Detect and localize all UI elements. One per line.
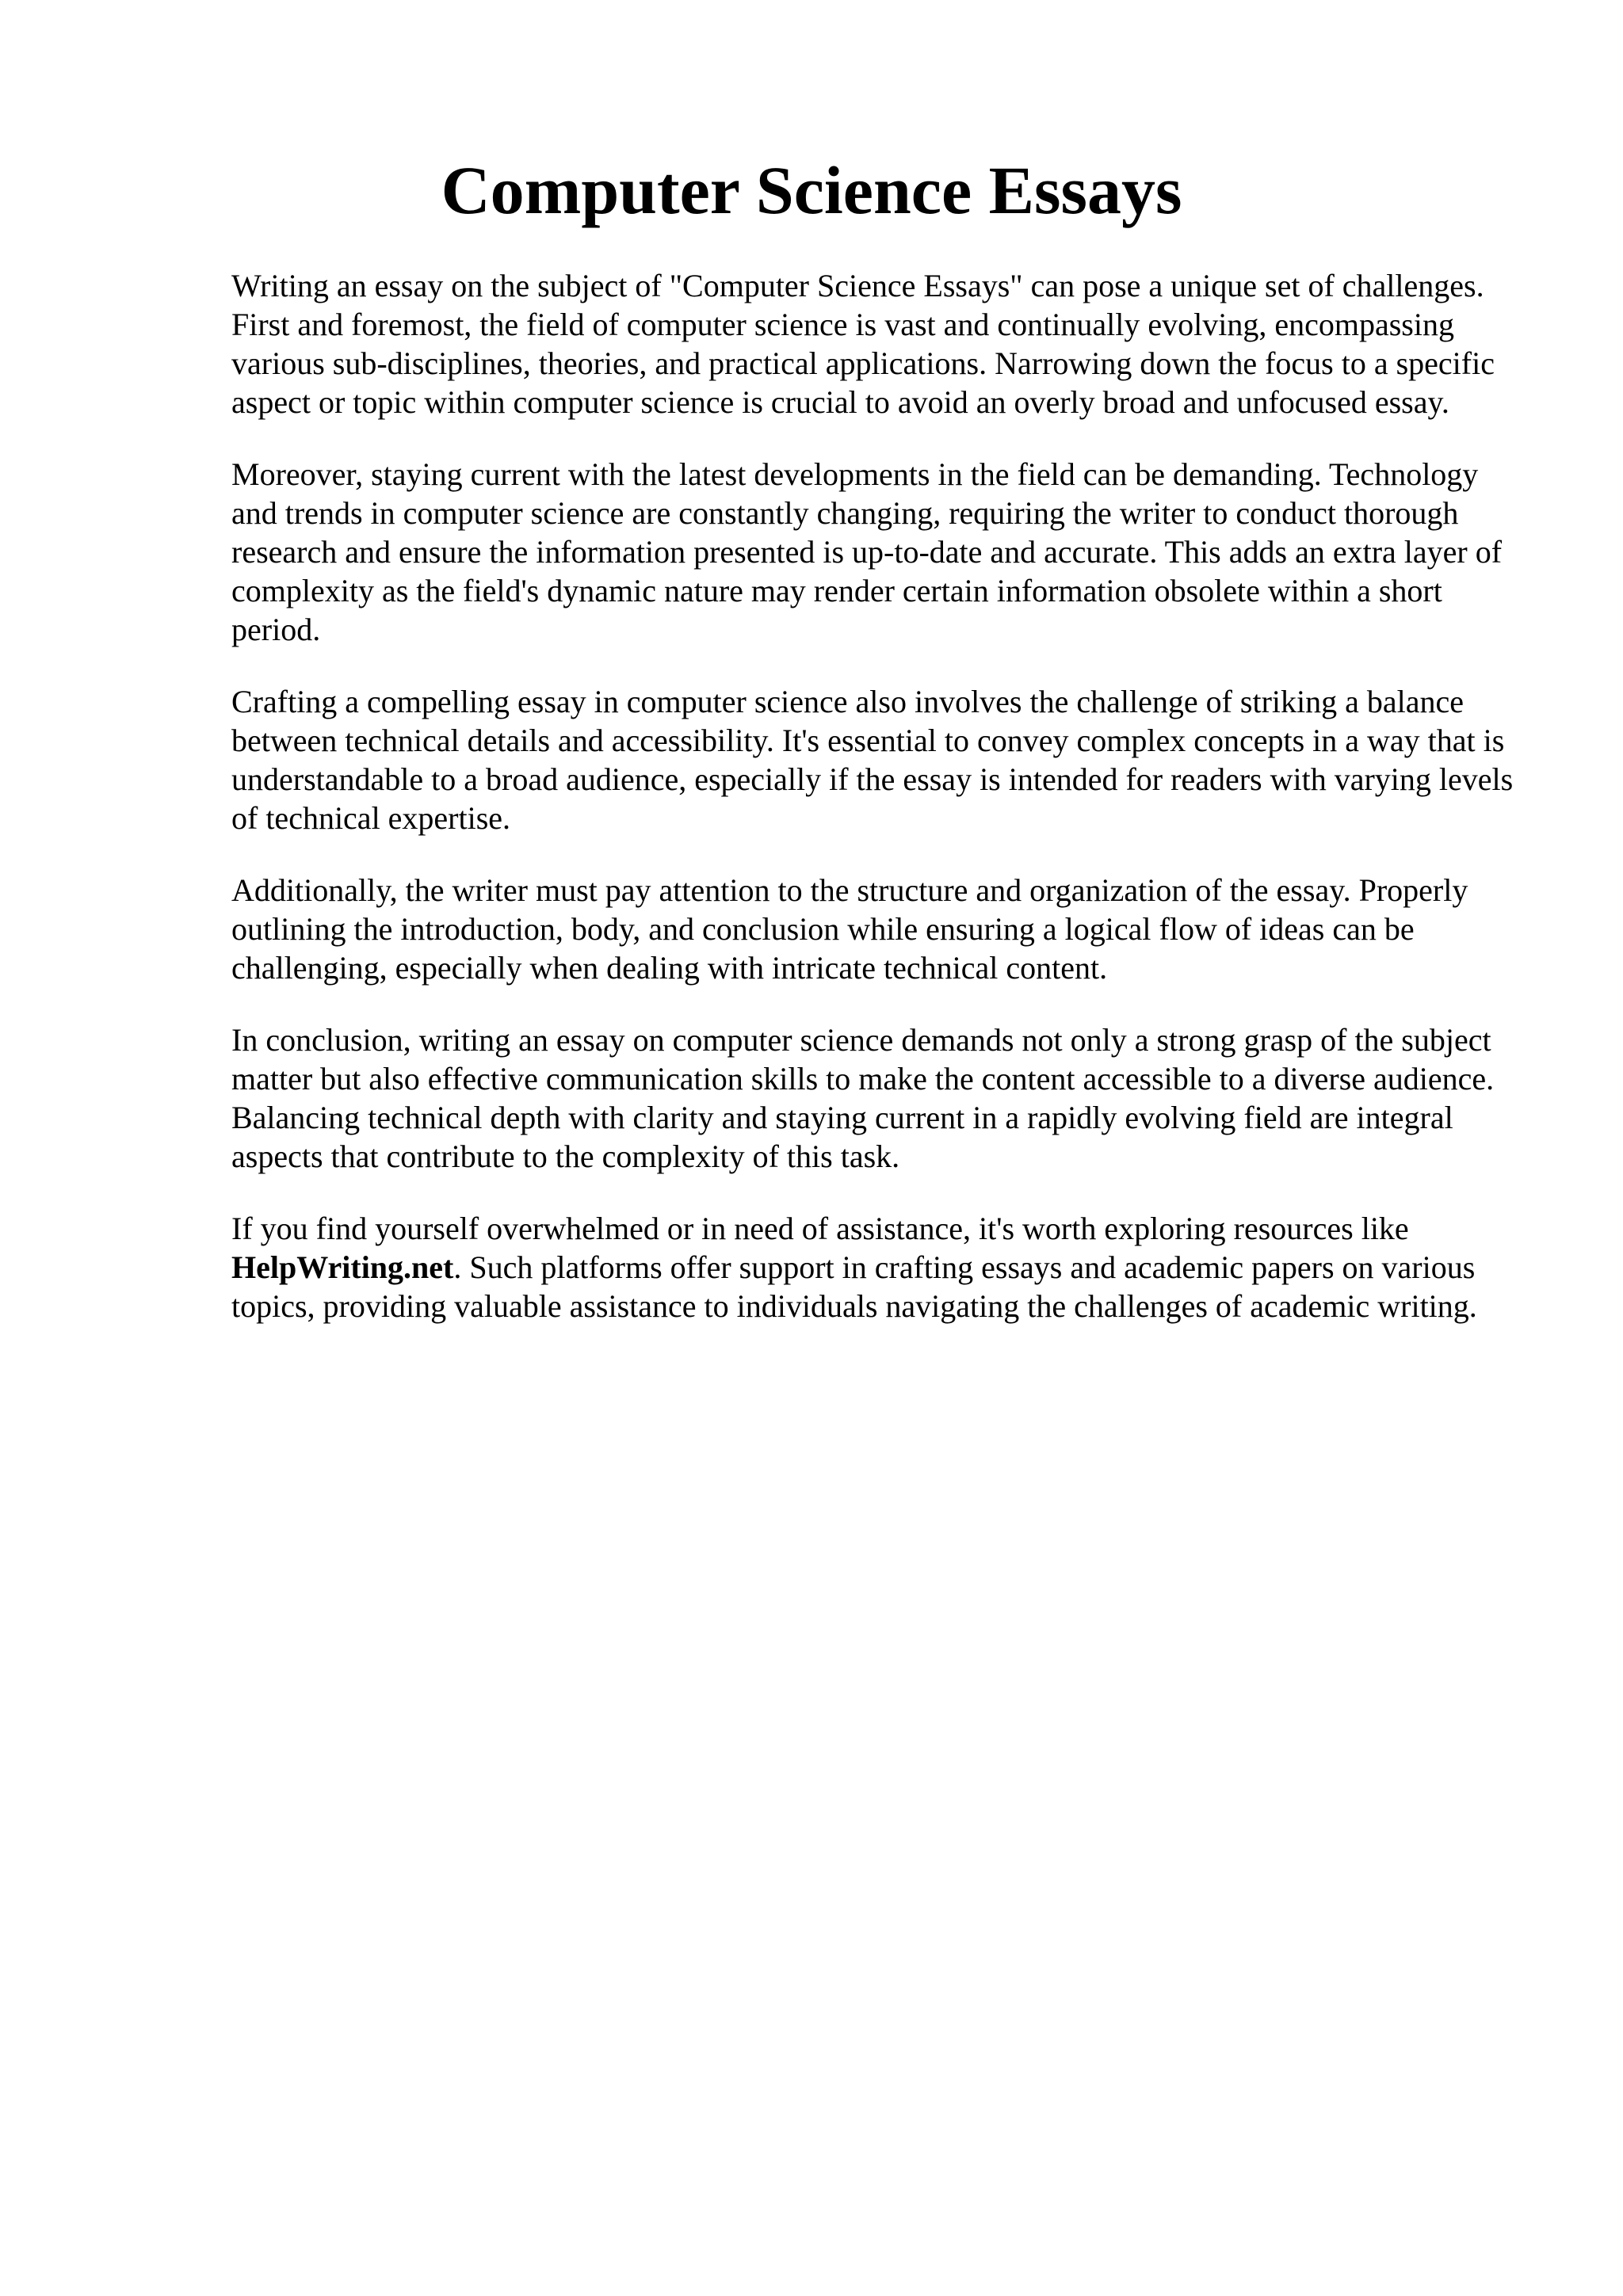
- page-title: Computer Science Essays: [441, 152, 1182, 228]
- paragraph-6-rest: . Such platforms offer support in crafting essays and academic papers on various topics, providing valuable assistance to individuals navigating the challenges of academic writing.: [231, 1249, 1477, 1324]
- paragraph-4: Additionally, the writer must pay attention to the structure and organization of the essay. Properly outlining the introduction, body, and conclusion while ensuring a logical flow of ideas can be challenging, especially when dealing with intricate technical content.: [231, 872, 1468, 986]
- paragraph-1: Writing an essay on the subject of "Computer Science Essays" can pose a unique set of challenges. First and foremost, the field of computer science is vast and continually evolving, encompassing various sub-disciplines, theories, and practical applications. Narrowing down the focus to a specific aspect or topic within computer science is crucial to avoid an overly broad and unfocused essay.: [231, 268, 1495, 420]
- paragraph-6: [231, 1209, 1531, 1325]
- helpwriting-link[interactable]: HelpWriting.net: [231, 1249, 454, 1285]
- essay-body: [231, 266, 1531, 1359]
- paragraph-2: Moreover, staying current with the latest developments in the field can be demanding. Technology and trends in computer science are constantly changing, requiring the writer to conduct thorough research and ensure the information presented is up-to-date and accurate. This adds an extra layer of complexity as the field's dynamic nature may render certain information obsolete within a short period.: [231, 456, 1503, 647]
- paragraph-6-intro: If you find yourself overwhelmed or in need of assistance, it's worth exploring resources like: [231, 1211, 1409, 1246]
- paragraph-5: In conclusion, writing an essay on computer science demands not only a strong grasp of the subject matter but also effective communication skills to make the content accessible to a diverse audience. Balancing technical depth with clarity and staying current in a rapidly evolving field are integral aspects that contribute to the complexity of this task.: [231, 1022, 1495, 1174]
- paragraph-3: Crafting a compelling essay in computer science also involves the challenge of striking a balance between technical details and accessibility. It's essential to convey complex concepts in a way that is understandable to a broad audience, especially if the essay is intended for readers with varying levels of technical expertise.: [231, 684, 1514, 836]
